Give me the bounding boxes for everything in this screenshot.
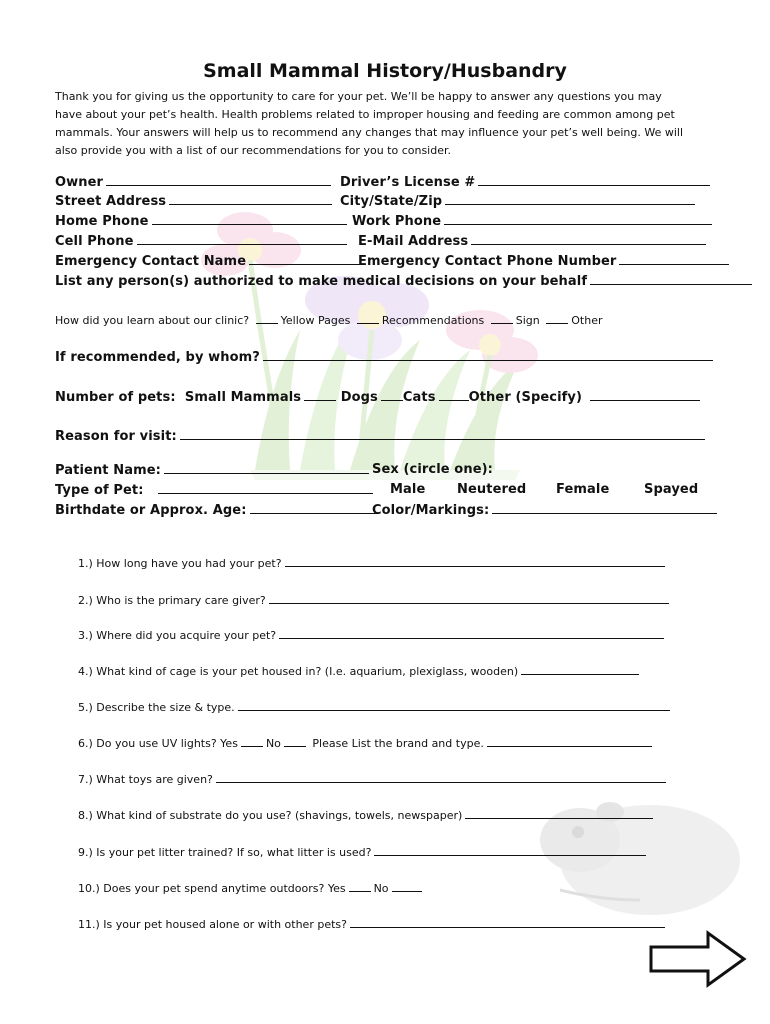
work-phone-field[interactable] [352, 213, 712, 229]
question-text: 6.) Do you use UV lights? Yes [78, 737, 238, 750]
answer-line[interactable] [238, 699, 670, 711]
emergency-contact-phone-label: Emergency Contact Phone Number [358, 254, 617, 269]
outdoors-no-label: No [373, 882, 389, 895]
dogs-label: Dogs [340, 390, 378, 405]
street-address-label: Street Address [55, 194, 167, 209]
emergency-contact-name-field[interactable] [55, 253, 361, 269]
question-2 [78, 592, 669, 607]
question-text: 5.) Describe the size & type. [78, 701, 235, 714]
cell-phone-label: Cell Phone [55, 234, 134, 249]
street-address-line[interactable] [169, 193, 332, 205]
referral-field [55, 312, 602, 327]
patient-name-label: Patient Name: [55, 463, 161, 478]
patient-name-field[interactable] [55, 462, 369, 478]
color-markings-field[interactable] [372, 502, 717, 518]
owner-line[interactable] [106, 174, 331, 186]
outdoors-no-blank[interactable] [392, 880, 422, 892]
other-specify-line[interactable] [590, 389, 700, 401]
patient-name-line[interactable] [164, 462, 369, 474]
page-title: Small Mammal History/Husbandry [203, 60, 567, 82]
home-phone-label: Home Phone [55, 214, 149, 229]
question-text: 9.) Is your pet litter trained? If so, what litter is used? [78, 846, 372, 859]
outdoors-yes-blank[interactable] [349, 880, 371, 892]
question-3 [78, 627, 664, 642]
birthdate-field[interactable] [55, 502, 378, 518]
dogs-blank[interactable] [381, 389, 403, 401]
intro-line: mammals. Your answers will help us to recommend any changes that may influence your pet’s well being. We will [55, 126, 684, 139]
authorized-persons-line[interactable] [590, 273, 752, 285]
question-text: 1.) How long have you had your pet? [78, 557, 282, 570]
question-11 [78, 916, 665, 931]
question-1 [78, 555, 665, 570]
question-text: 7.) What toys are given? [78, 773, 213, 786]
answer-line[interactable] [269, 592, 669, 604]
intro-line: also provide you with a list of our recommendations for you to consider. [55, 144, 451, 157]
referral-option: Sign [515, 314, 540, 327]
referral-blank[interactable] [256, 312, 278, 324]
referral-question: How did you learn about our clinic? [55, 314, 250, 327]
cell-phone-field[interactable] [55, 233, 347, 249]
answer-line[interactable] [350, 916, 665, 928]
question-9 [78, 844, 646, 859]
intro-paragraph [55, 88, 717, 160]
question-text: 8.) What kind of substrate do you use? (shavings, towels, newspaper) [78, 809, 463, 822]
answer-line[interactable] [487, 735, 652, 747]
question-text: 11.) Is your pet housed alone or with other pets? [78, 918, 347, 931]
referral-option: Yellow Pages [280, 314, 351, 327]
work-phone-label: Work Phone [352, 214, 442, 229]
question-text: 4.) What kind of cage is your pet housed in? (I.e. aquarium, plexiglass, wooden) [78, 665, 519, 678]
recommended-by-field[interactable] [55, 349, 713, 365]
authorized-persons-field[interactable] [55, 273, 752, 289]
uv-brand-text: Please List the brand and type. [312, 737, 484, 750]
answer-line[interactable] [374, 844, 646, 856]
uv-yes-blank[interactable] [241, 735, 263, 747]
drivers-license-label: Driver’s License # [340, 175, 476, 190]
city-state-zip-field[interactable] [340, 193, 695, 209]
question-text: 3.) Where did you acquire your pet? [78, 629, 277, 642]
color-markings-label: Color/Markings: [372, 503, 490, 518]
cats-blank[interactable] [439, 389, 469, 401]
sex-label: Sex (circle one): [372, 462, 493, 477]
sex-option-female[interactable]: Female [556, 482, 610, 497]
small-mammals-blank[interactable] [304, 389, 336, 401]
birthdate-label: Birthdate or Approx. Age: [55, 503, 247, 518]
referral-option: Recommendations [381, 314, 485, 327]
authorized-persons-label: List any person(s) authorized to make medical decisions on your behalf [55, 274, 588, 289]
question-4 [78, 663, 639, 678]
number-of-pets-label: Number of pets: [55, 390, 176, 405]
owner-field[interactable] [55, 174, 331, 190]
sex-option-spayed[interactable]: Spayed [644, 482, 699, 497]
question-5 [78, 699, 670, 714]
referral-blank[interactable] [546, 312, 568, 324]
email-line[interactable] [471, 233, 706, 245]
city-state-zip-label: City/State/Zip [340, 194, 443, 209]
owner-label: Owner [55, 175, 104, 190]
cell-phone-line[interactable] [137, 233, 347, 245]
answer-line[interactable] [279, 627, 664, 639]
home-phone-line[interactable] [152, 213, 347, 225]
drivers-license-line[interactable] [478, 174, 710, 186]
small-mammals-label: Small Mammals [184, 390, 302, 405]
cats-label: Cats [402, 390, 436, 405]
answer-line[interactable] [465, 807, 653, 819]
drivers-license-field[interactable] [340, 174, 710, 190]
referral-blank[interactable] [357, 312, 379, 324]
work-phone-line[interactable] [444, 213, 712, 225]
reason-for-visit-field[interactable] [55, 428, 705, 444]
sex-option-male[interactable]: Male [390, 482, 426, 497]
email-field[interactable] [358, 233, 706, 249]
number-of-pets-field [55, 389, 700, 405]
reason-for-visit-label: Reason for visit: [55, 429, 177, 444]
other-label: Other (Specify) [468, 390, 583, 405]
answer-line[interactable] [216, 771, 666, 783]
street-address-field[interactable] [55, 193, 332, 209]
question-6 [78, 735, 652, 750]
uv-no-label: No [265, 737, 281, 750]
sex-option-neutered[interactable]: Neutered [457, 482, 527, 497]
type-of-pet-field[interactable] [55, 482, 373, 498]
birthdate-line[interactable] [250, 502, 378, 514]
referral-blank[interactable] [491, 312, 513, 324]
home-phone-field[interactable] [55, 213, 347, 229]
emergency-contact-name-line[interactable] [249, 253, 361, 265]
question-10 [78, 880, 425, 895]
intro-line: have about your pet’s health. Health problems related to improper housing and feeding are common among pet [55, 108, 675, 121]
reason-for-visit-line[interactable] [180, 428, 705, 440]
question-7 [78, 771, 666, 786]
intro-line: Thank you for giving us the opportunity to care for your pet. We’ll be happy to answer any questions you may [55, 90, 662, 103]
answer-line[interactable] [521, 663, 639, 675]
email-label: E-Mail Address [358, 234, 469, 249]
referral-option: Other [571, 314, 603, 327]
emergency-contact-phone-line[interactable] [619, 253, 729, 265]
answer-line[interactable] [285, 555, 665, 567]
next-page-arrow-icon[interactable] [648, 930, 748, 990]
question-text: 10.) Does your pet spend anytime outdoors? Yes [78, 882, 346, 895]
color-markings-line[interactable] [492, 502, 717, 514]
question-8 [78, 807, 653, 822]
emergency-contact-phone-field[interactable] [358, 253, 729, 269]
type-of-pet-label: Type of Pet: [55, 483, 144, 498]
city-state-zip-line[interactable] [445, 193, 695, 205]
recommended-by-label: If recommended, by whom? [55, 350, 260, 365]
type-of-pet-line[interactable] [158, 482, 373, 494]
question-text: 2.) Who is the primary care giver? [78, 594, 266, 607]
uv-no-blank[interactable] [284, 735, 306, 747]
emergency-contact-name-label: Emergency Contact Name [55, 254, 247, 269]
recommended-by-line[interactable] [263, 349, 713, 361]
